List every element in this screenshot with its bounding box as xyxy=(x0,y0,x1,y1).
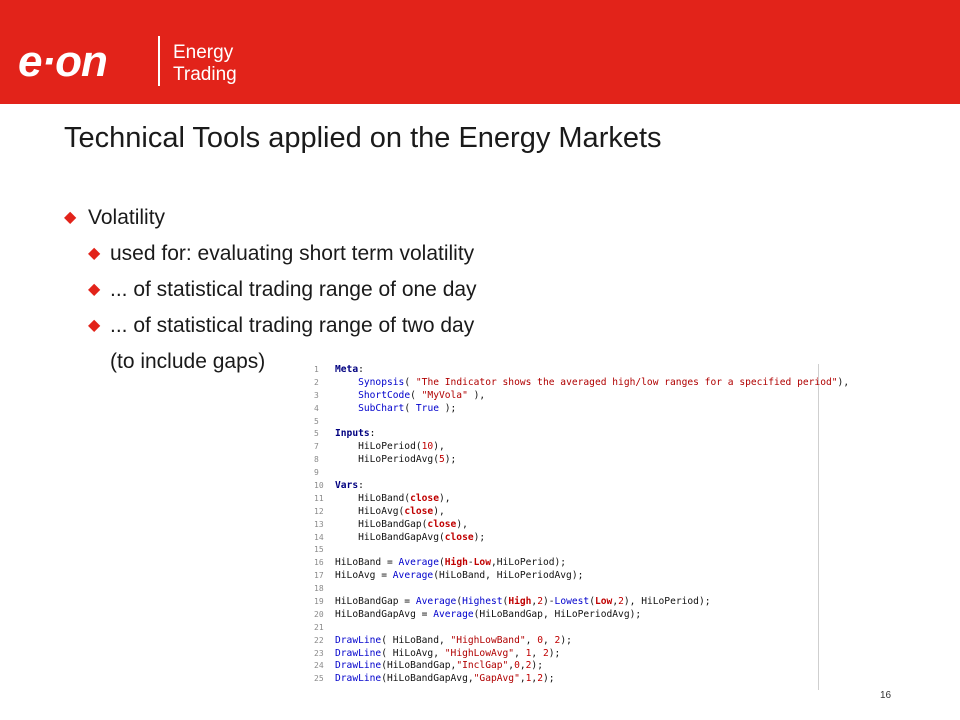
code-line: 11 HiLoBand(close), xyxy=(314,492,451,504)
code-line: 19 HiLoBandGap = Average(Highest(High,2)-Lowest(Low,2), HiLoPeriod); xyxy=(314,596,711,608)
code-line xyxy=(314,467,818,480)
code-line: 14 HiLoBandGapAvg(close); xyxy=(314,531,486,543)
line-number: 5 xyxy=(314,429,319,439)
code-line: 1 Meta: xyxy=(314,364,364,375)
code-line: 10 Vars: xyxy=(314,480,364,492)
sub-bullet-continuation: (to include gaps) xyxy=(110,350,266,373)
line-number: 7 xyxy=(314,442,319,452)
code-line: 8 HiLoPeriodAvg(5); xyxy=(314,454,457,466)
code-line: 4 SubChart( True ); xyxy=(314,402,457,414)
sub-bullet xyxy=(64,236,624,272)
bullet-volatility xyxy=(64,200,624,236)
sub-bullet xyxy=(64,272,624,308)
code-line xyxy=(314,622,818,635)
code-line: 23 DrawLine( HiLoAvg, "HighLowAvg", 1, 2); xyxy=(314,647,561,659)
line-number: 5 xyxy=(314,416,319,426)
sub-bullet xyxy=(64,308,624,344)
code-line xyxy=(314,544,818,557)
code-line: 22 DrawLine( HiLoBand, "HighLowBand", 0, 2); xyxy=(314,634,572,646)
code-line: 20 HiLoBandGapAvg = Average(HiLoBandGap, HiLoPeriodAvg); xyxy=(314,608,642,620)
line-number: 21 xyxy=(314,622,324,632)
line-number: 19 xyxy=(314,597,324,607)
bullet-icon: ◆ xyxy=(88,245,101,262)
code-screenshot xyxy=(314,364,850,690)
line-number: 24 xyxy=(314,661,324,671)
code-line: 2 Synopsis( "The Indicator shows the averaged high/low ranges for a specified period"), xyxy=(314,376,850,388)
code-line: 5 Inputs: xyxy=(314,428,376,440)
line-number: 2 xyxy=(314,377,319,387)
page-number: 16 xyxy=(880,690,892,701)
code-line: 13 HiLoBandGap(close), xyxy=(314,518,468,530)
code-line: 7 HiLoPeriod(10), xyxy=(314,441,445,453)
page-title: Technical Tools applied on the Energy Markets xyxy=(64,122,662,154)
logo-divider xyxy=(158,36,160,86)
line-number: 12 xyxy=(314,506,324,516)
line-number: 15 xyxy=(314,545,324,555)
code-line: 16 HiLoBand = Average(High-Low,HiLoPeriod); xyxy=(314,557,567,569)
code-line: 25 DrawLine(HiLoBandGapAvg,"GapAvg",1,2); xyxy=(314,673,555,685)
code-line xyxy=(314,583,818,596)
line-number: 10 xyxy=(314,481,324,491)
line-number: 17 xyxy=(314,571,324,581)
line-number: 14 xyxy=(314,532,324,542)
bullet-icon: ◆ xyxy=(88,281,101,298)
sub-bullet-text: ... of statistical trading range of one day xyxy=(110,278,477,301)
code-line xyxy=(314,416,818,429)
line-number: 3 xyxy=(314,390,319,400)
line-number: 4 xyxy=(314,403,319,413)
line-number: 11 xyxy=(314,493,324,503)
bullet-list xyxy=(64,200,624,380)
eon-logo: e·on xyxy=(18,37,107,86)
code-line: 17 HiLoAvg = Average(HiLoBand, HiLoPeriodAvg); xyxy=(314,570,584,582)
bullet-icon: ◆ xyxy=(64,209,77,226)
bullet-text: Volatility xyxy=(88,206,166,229)
code-line: 12 HiLoAvg(close), xyxy=(314,505,445,517)
subbrand-line-2: Trading xyxy=(173,64,237,85)
subbrand xyxy=(173,42,237,86)
line-number: 22 xyxy=(314,635,324,645)
line-number: 25 xyxy=(314,674,324,684)
line-number: 9 xyxy=(314,468,319,478)
bullet-icon: ◆ xyxy=(88,317,101,334)
line-number: 18 xyxy=(314,584,324,594)
line-number: 16 xyxy=(314,558,324,568)
line-number: 13 xyxy=(314,519,324,529)
line-number: 8 xyxy=(314,455,319,465)
sub-bullet-text: ... of statistical trading range of two day xyxy=(110,314,475,337)
subbrand-line-1: Energy xyxy=(173,42,234,63)
header-bar xyxy=(0,0,960,104)
code-line: 24 DrawLine(HiLoBandGap,"InclGap",0,2); xyxy=(314,660,543,672)
line-number: 23 xyxy=(314,648,324,658)
line-number: 20 xyxy=(314,609,324,619)
sub-bullet-text: used for: evaluating short term volatility xyxy=(110,242,475,265)
line-number: 1 xyxy=(314,365,319,374)
code-line: 3 ShortCode( "MyVola" ), xyxy=(314,389,486,401)
